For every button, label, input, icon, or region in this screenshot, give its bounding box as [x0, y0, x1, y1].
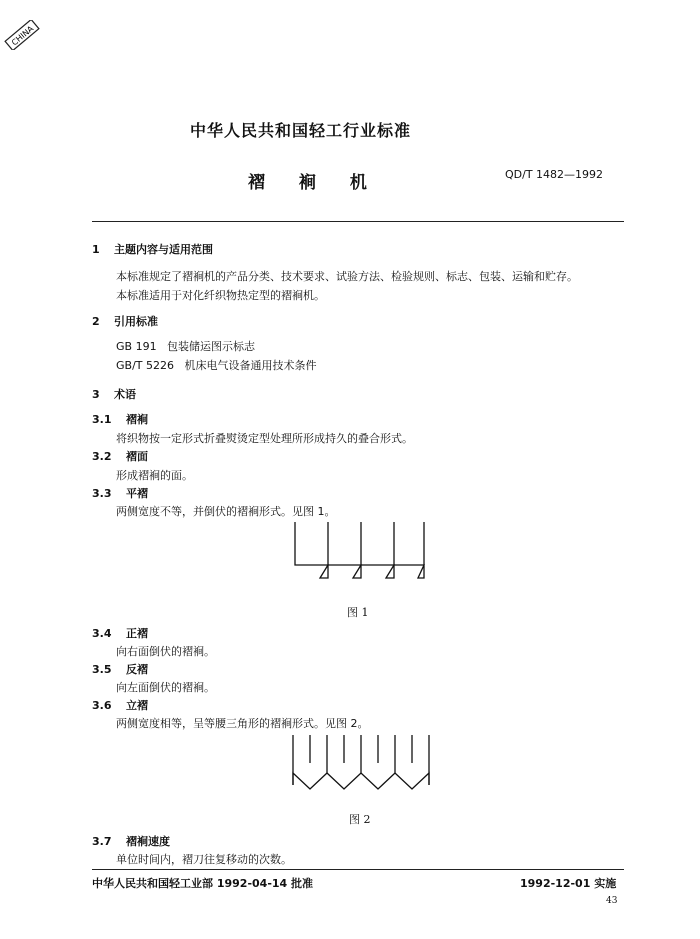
term-3-3-definition: 两侧宽度不等，并倒伏的褶裥形式。见图 1。: [116, 505, 336, 518]
section-1-heading: 1 主题内容与适用范围: [92, 243, 213, 256]
term-3-5-definition: 向左面倒伏的褶裥。: [116, 681, 215, 694]
header-rule: [92, 221, 624, 222]
term-3-3: 3.3 平褶: [92, 487, 148, 500]
term-3-2: 3.2 褶面: [92, 450, 148, 463]
page-number: 43: [606, 896, 618, 906]
term-3-1-definition: 将织物按一定形式折叠熨烫定型处理所形成持久的叠合形式。: [116, 432, 413, 445]
figure-1-caption: 图 1: [347, 606, 369, 619]
effective-date: 1992-12-01 实施: [520, 877, 617, 890]
document-title: 褶 裥 机: [248, 173, 381, 193]
reference-gbt5226: GB/T 5226 机床电气设备通用技术条件: [116, 359, 317, 372]
footer-rule: [92, 869, 624, 870]
reference-gb191: GB 191 包装储运图示标志: [116, 340, 256, 353]
figure-2-caption: 图 2: [349, 813, 371, 826]
term-3-4: 3.4 正褶: [92, 627, 148, 640]
figure-1-flat-pleat-diagram: [290, 520, 430, 584]
section-1-paragraph-1: 本标准规定了褶裥机的产品分类、技术要求、试验方法、检验规则、标志、包装、运输和贮存。: [116, 270, 578, 283]
section-1-paragraph-2: 本标准适用于对化纤织物热定型的褶裥机。: [116, 289, 325, 302]
section-3-heading: 3 术语: [92, 388, 136, 401]
figure-2-box-pleat-diagram: [288, 733, 438, 793]
term-3-4-definition: 向右面倒伏的褶裥。: [116, 645, 215, 658]
term-3-1: 3.1 褶裥: [92, 413, 148, 426]
stamp-text: CHINA: [10, 24, 36, 48]
term-3-7-definition: 单位时间内，褶刀往复移动的次数。: [116, 853, 292, 866]
term-3-5: 3.5 反褶: [92, 663, 148, 676]
term-3-6: 3.6 立褶: [92, 699, 148, 712]
standard-code: QD/T 1482—1992: [505, 168, 604, 181]
term-3-2-definition: 形成褶裥的面。: [116, 469, 193, 482]
term-3-7: 3.7 褶裥速度: [92, 835, 170, 848]
term-3-6-definition: 两侧宽度相等，呈等腰三角形的褶裥形式。见图 2。: [116, 717, 369, 730]
approval-statement: 中华人民共和国轻工业部 1992-04-14 批准: [92, 877, 314, 890]
section-2-heading: 2 引用标准: [92, 315, 158, 328]
china-stamp: [2, 20, 42, 50]
issuing-organization: 中华人民共和国轻工行业标准: [190, 121, 412, 140]
